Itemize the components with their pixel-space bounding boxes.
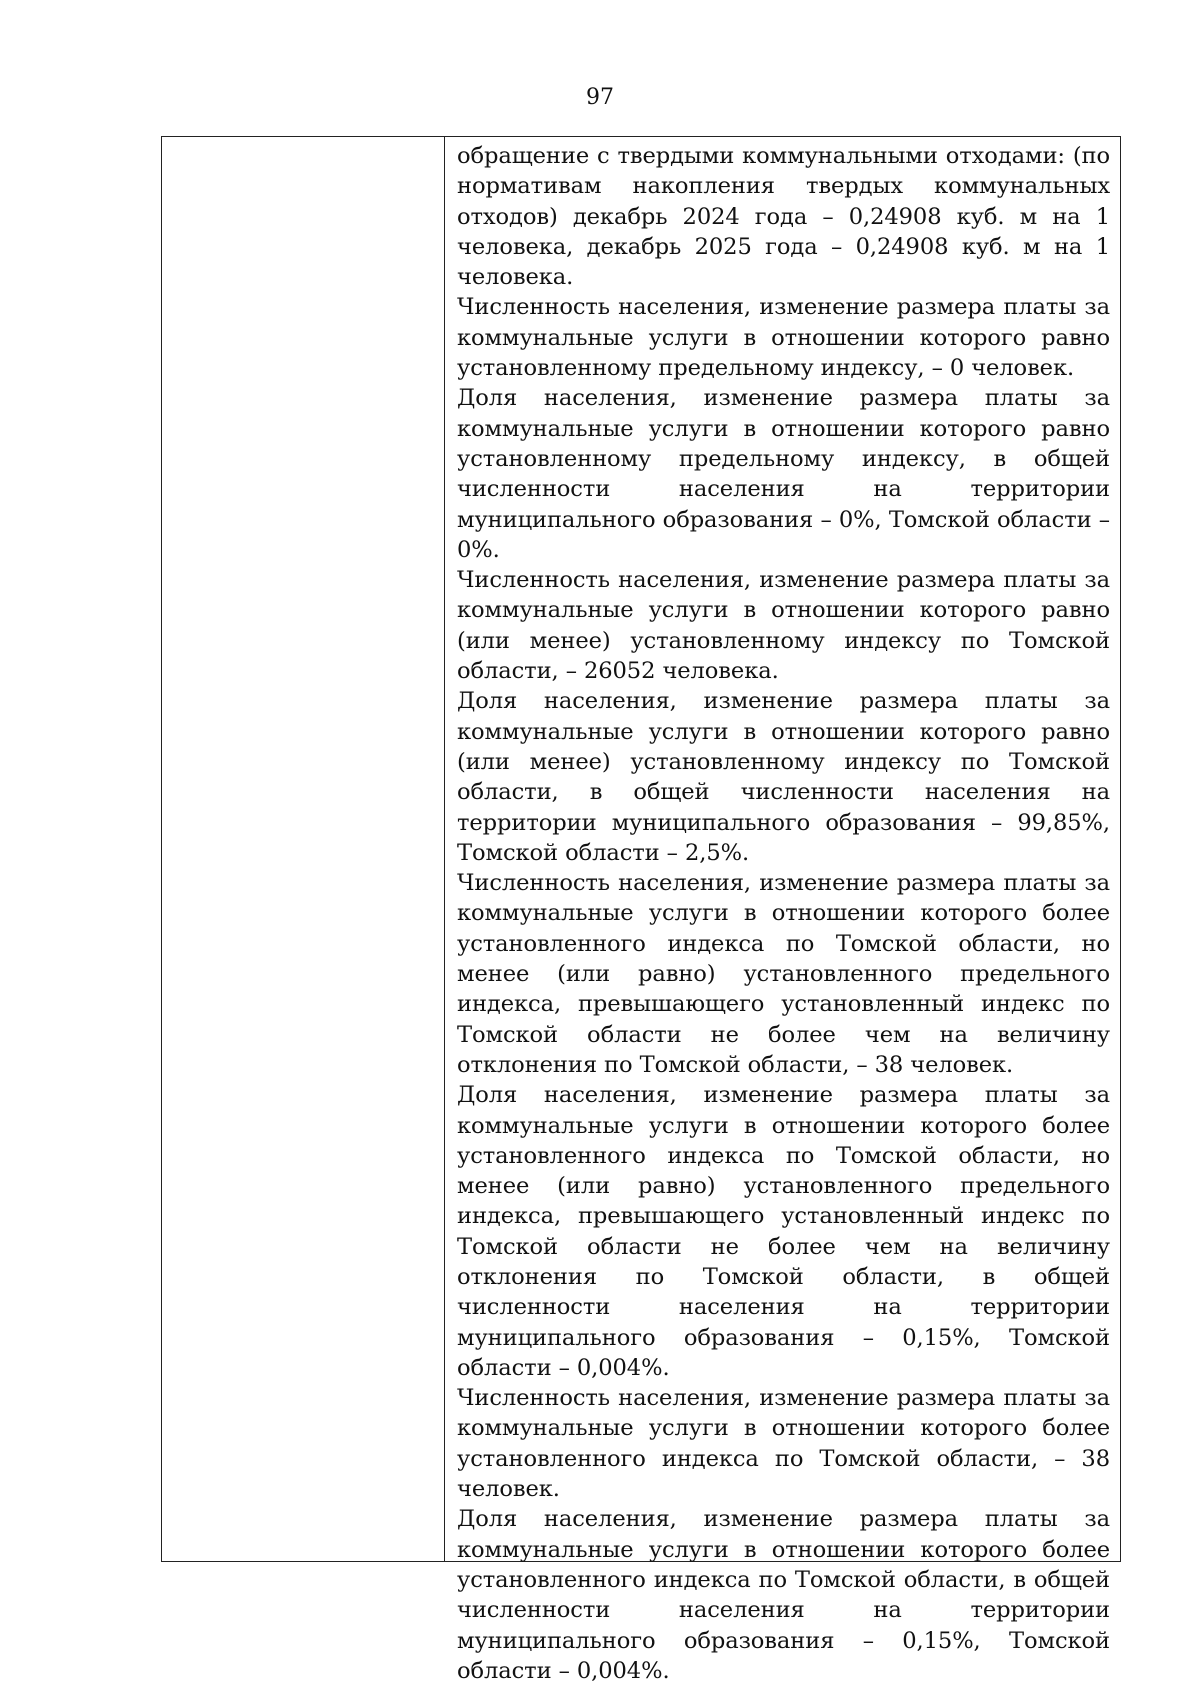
page-number: 97 xyxy=(586,85,614,110)
paragraph-share-equal-or-less-index: Доля населения, изменение размера платы за коммунальные услуги в отношении которого равно (или менее) установленному индексу по Томской области, в общей численности населения на территории муниципального образования – 99,85%, Томской области – 2,5%. xyxy=(457,688,1110,866)
table-cell-right xyxy=(445,137,1120,1684)
paragraph-share-equal-limit: Доля населения, изменение размера платы за коммунальные услуги в отношении которого равно установленному предельному индексу, в общей численности населения на территории муниципального образования – 0%, Томской области – 0%. xyxy=(457,385,1110,563)
document-table xyxy=(161,136,1121,1684)
paragraph-waste-norms: обращение с твердыми коммунальными отходами: (по нормативам накопления твердых коммунальных отходов) декабрь 2024 года – 0,24908 куб. м на 1 человека, декабрь 2025 года – 0,24908 куб. м на 1 человека. xyxy=(457,143,1110,291)
table-cell-left xyxy=(162,137,445,1561)
paragraph-share-above-index: Доля населения, изменение размера платы за коммунальные услуги в отношении которого более установленного индекса по Томской области, в общей численности населения на территории муниципального образования – 0,15%, Томской области – 0,004%. xyxy=(457,1506,1110,1684)
paragraph-population-equal-or-less-index: Численность населения, изменение размера платы за коммунальные услуги в отношении которого равно (или менее) установленному индексу по Томской области, – 26052 человека. xyxy=(457,567,1110,685)
paragraph-population-above-index-within-deviation: Численность населения, изменение размера платы за коммунальные услуги в отношении которого более установленного индекса по Томской области, но менее (или равно) установленного предельного индекса, превышающего установленный индекс по Томской области не более чем на величину отклонения по Томской области, – 38 человек. xyxy=(457,870,1110,1078)
paragraph-share-above-index-within-deviation: Доля населения, изменение размера платы за коммунальные услуги в отношении которого более установленного индекса по Томской области, но менее (или равно) установленного предельного индекса, превышающего установленный индекс по Томской области не более чем на величину отклонения по Томской области, в общей численности населения на территории муниципального образования – 0,15%, Томской области – 0,004%. xyxy=(457,1082,1110,1381)
paragraph-population-equal-limit: Численность населения, изменение размера платы за коммунальные услуги в отношении которого равно установленному предельному индексу, – 0 человек. xyxy=(457,294,1110,382)
paragraph-population-above-index: Численность населения, изменение размера платы за коммунальные услуги в отношении которого более установленного индекса по Томской области, – 38 человек. xyxy=(457,1385,1110,1503)
